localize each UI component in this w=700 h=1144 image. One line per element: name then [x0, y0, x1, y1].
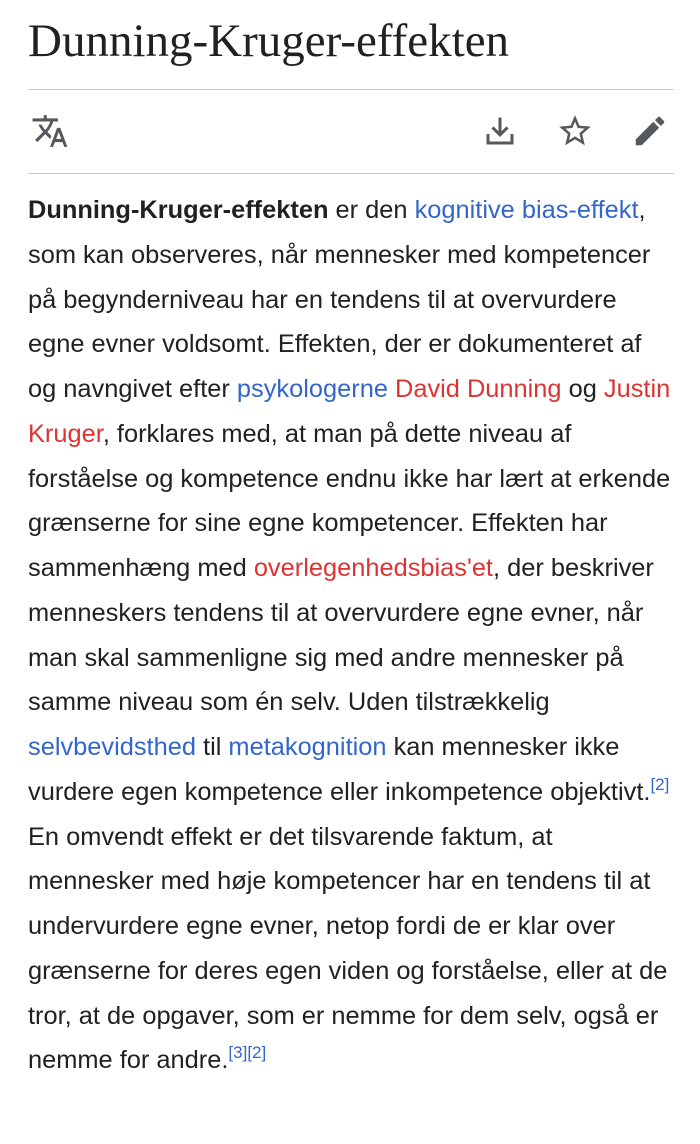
text-segment [388, 375, 395, 403]
link-justin-kruger[interactable]: Justin Kruger [28, 375, 671, 448]
article-lead-paragraph [28, 188, 676, 1083]
header-divider [28, 89, 674, 90]
reference-3-2 [228, 1043, 266, 1062]
link-kognitive-bias-effekt[interactable]: kognitive bias-effekt [414, 196, 639, 224]
toolbar-divider [28, 173, 674, 174]
link-psykologerne[interactable]: psykologerne [236, 375, 388, 403]
reference-2 [650, 775, 669, 794]
translate-icon [31, 112, 69, 150]
text-segment: og [561, 375, 604, 403]
text-segment: , som kan observeres, når mennesker med kompetencer på begynderniveau har en tendens til at overvurdere egne evner voldsomt. Effekten, der er dokumenteret af og navngivet efter [28, 196, 651, 403]
link-overlegenhedsbias[interactable]: overlegenhedsbias'et [253, 554, 493, 582]
watch-star-button[interactable] [555, 111, 595, 151]
text-segment: er den [328, 196, 415, 224]
reference-link-2[interactable]: [2] [247, 1043, 267, 1063]
page-title: Dunning-Kruger-effekten [28, 15, 510, 67]
link-selvbevidsthed[interactable]: selvbevidsthed [28, 733, 196, 761]
text-segment: kan mennesker ikke vurdere egen kompetence eller inkompetence objektivt. [28, 733, 651, 806]
download-button[interactable] [480, 111, 520, 151]
article-subject-bold: Dunning-Kruger-effekten [28, 196, 329, 224]
link-david-dunning[interactable]: David Dunning [395, 375, 562, 403]
text-segment: , der beskriver menneskers tendens til at overvurdere egne evner, når man skal sammenligne sig med andre mennesker på samme niveau som én selv. Uden tilstrækkelig [28, 554, 654, 717]
text-segment: til [195, 733, 229, 761]
reference-link-2[interactable]: [2] [650, 774, 670, 794]
download-icon [482, 113, 518, 149]
text-segment: , forklares med, at man på dette niveau af forståelse og kompetence endnu ikke har lært at erkende grænserne for sine egne kompetencer. Effekten har sammenhæng med [28, 419, 671, 582]
link-metakognition[interactable]: metakognition [228, 733, 387, 761]
reference-link-3[interactable]: [3] [228, 1043, 248, 1063]
language-button[interactable] [30, 111, 70, 151]
edit-button[interactable] [630, 111, 670, 151]
text-segment: En omvendt effekt er det tilsvarende faktum, at mennesker med høje kompetencer har en tendens til at undervurdere egne evner, netop fordi de er klar over grænserne for deres egen viden og forståelse, eller at de tror, at de opgaver, som er nemme for dem selv, også er nemme for andre. [28, 822, 668, 1075]
pencil-icon [631, 112, 669, 150]
star-icon [556, 112, 594, 150]
